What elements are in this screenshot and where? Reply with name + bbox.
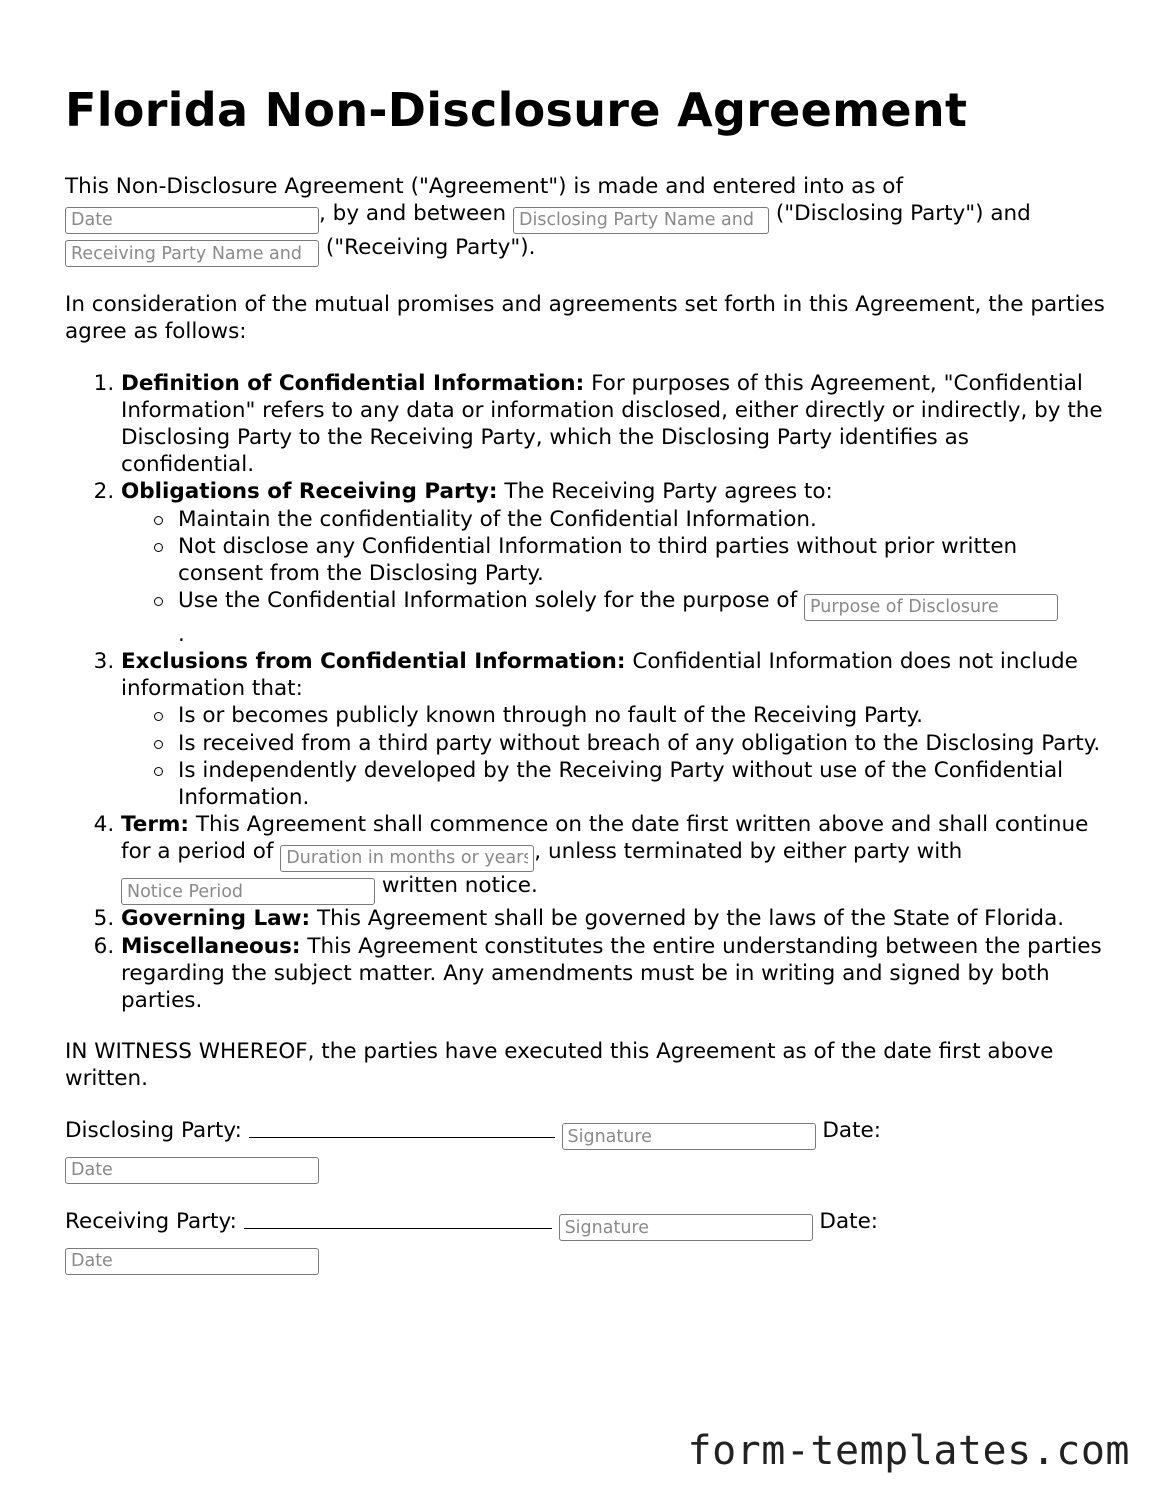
list-item-end: . xyxy=(178,621,185,647)
section-heading: Governing Law: xyxy=(121,906,311,932)
disclosing-signature-row xyxy=(65,1117,1105,1184)
disclosing-date-input[interactable] xyxy=(65,1157,319,1184)
section-heading: Exclusions from Confidential Information: xyxy=(121,648,626,674)
receiving-name-line xyxy=(244,1208,552,1229)
exclusions-list xyxy=(121,702,1105,811)
duration-input[interactable] xyxy=(280,845,534,872)
intro-paragraph xyxy=(65,173,1105,267)
obligations-list xyxy=(121,506,1105,648)
section-miscellaneous xyxy=(121,933,1105,1015)
section-governing-law xyxy=(121,905,1105,932)
receiving-date-input[interactable] xyxy=(65,1248,319,1275)
section-obligations xyxy=(121,478,1105,648)
notice-period-input[interactable] xyxy=(121,878,375,905)
page-title: Florida Non-Disclosure Agreement xyxy=(65,83,968,137)
intro-text-3: ("Disclosing Party") and xyxy=(775,201,1031,227)
date-label: Date: xyxy=(822,1117,881,1143)
section-text: This Agreement constitutes the entire understanding between the parties regarding the subject matter. Any amendments must be in writing and signed by both parties. xyxy=(121,933,1102,1013)
agreement-date-input[interactable] xyxy=(65,207,319,234)
section-text: For purposes of this Agreement, "Confidential Information" refers to any data or information disclosed, either directly or indirectly, by the Disclosing Party to the Receiving Party, which the Disclosing Party identifies as confidential. xyxy=(121,370,1103,478)
list-item: Is or becomes publicly known through no fault of the Receiving Party. xyxy=(178,702,1105,729)
footer-watermark: form-templates.com xyxy=(687,1428,1130,1474)
document-page xyxy=(65,80,1105,1299)
disclosing-party-label: Disclosing Party: xyxy=(65,1117,242,1143)
purpose-of-disclosure-input[interactable] xyxy=(804,594,1058,621)
intro-text-1: This Non-Disclosure Agreement ("Agreement") is made and entered into as of xyxy=(65,174,904,199)
section-heading: Miscellaneous: xyxy=(121,933,301,959)
intro-text-4: ("Receiving Party"). xyxy=(325,234,536,260)
section-term xyxy=(121,811,1105,905)
receiving-signature-row xyxy=(65,1208,1105,1275)
section-text: This Agreement shall be governed by the laws of the State of Florida. xyxy=(317,906,1065,932)
list-item: Not disclose any Confidential Information to third parties without prior written consent from the Disclosing Party. xyxy=(178,533,1105,587)
list-item xyxy=(178,587,1105,648)
receiving-signature-input[interactable] xyxy=(559,1214,813,1241)
list-item: Is independently developed by the Receiving Party without use of the Confidential Information. xyxy=(178,757,1105,811)
witness-paragraph: IN WITNESS WHEREOF, the parties have executed this Agreement as of the date first above written. xyxy=(65,1039,1054,1092)
section-text: written notice. xyxy=(381,872,538,898)
intro-text-2: , by and between xyxy=(319,201,507,227)
list-item: Maintain the confidentiality of the Confidential Information. xyxy=(178,506,1105,533)
consideration-paragraph: In consideration of the mutual promises and agreements set forth in this Agreement, the parties agree as follows: xyxy=(65,292,1105,345)
receiving-party-label: Receiving Party: xyxy=(65,1208,237,1234)
disclosing-name-line xyxy=(249,1117,555,1138)
section-text: The Receiving Party agrees to: xyxy=(504,479,833,505)
list-item: Is received from a third party without breach of any obligation to the Disclosing Party. xyxy=(178,730,1105,757)
section-heading: Definition of Confidential Information: xyxy=(121,370,585,396)
disclosing-signature-input[interactable] xyxy=(562,1123,816,1150)
section-text: This Agreement shall commence on the date first written above and shall continue for a period of xyxy=(121,812,1089,865)
section-definition xyxy=(121,370,1105,479)
terms-list xyxy=(65,370,1105,1015)
disclosing-party-name-input[interactable] xyxy=(513,207,769,234)
section-heading: Obligations of Receiving Party: xyxy=(121,479,498,505)
section-text: , unless terminated by either party with xyxy=(534,839,963,865)
section-exclusions xyxy=(121,648,1105,811)
date-label: Date: xyxy=(819,1208,879,1234)
receiving-party-name-input[interactable] xyxy=(65,240,319,267)
list-item-text: Use the Confidential Information solely for the purpose of xyxy=(178,588,798,614)
section-heading: Term: xyxy=(121,812,189,838)
section-text: Confidential Information does not include information that: xyxy=(121,648,1078,702)
